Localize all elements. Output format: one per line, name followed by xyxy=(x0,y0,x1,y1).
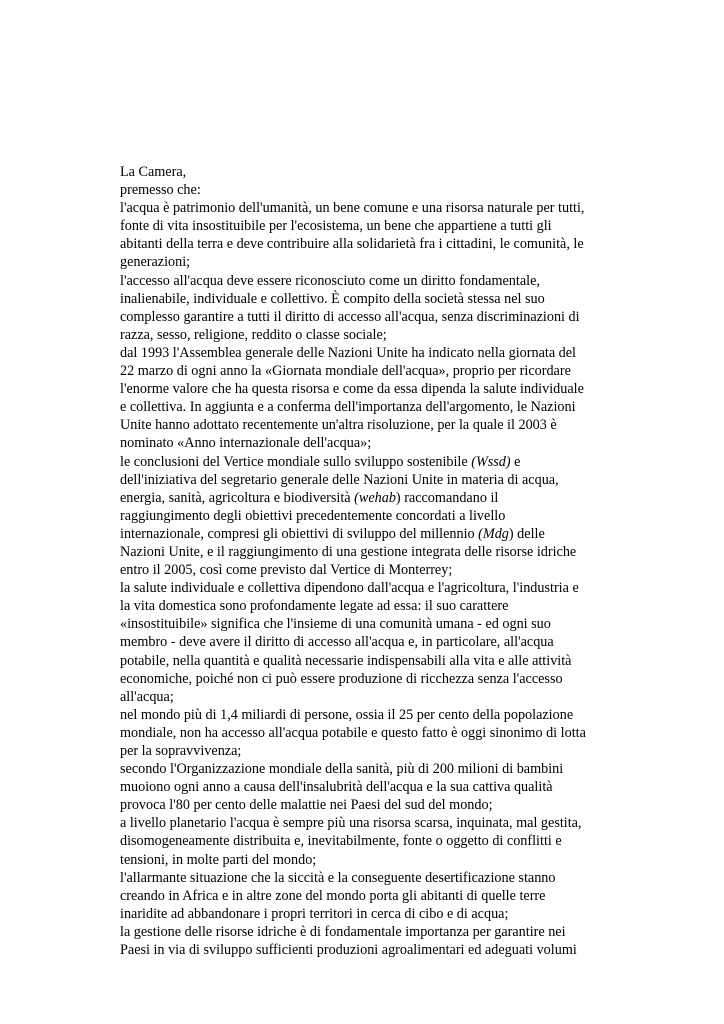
text-line: inalienabile, individuale e collettivo. È compito della società stessa nel suo xyxy=(120,290,545,307)
paragraph xyxy=(120,453,610,580)
text-line: razza, sesso, religione, reddito o classe sociale; xyxy=(120,326,387,343)
text-run: e xyxy=(510,453,521,470)
text-run: ) delle xyxy=(508,525,545,542)
text-line: l'accesso all'acqua deve essere riconosciuto come un diritto fondamentale, xyxy=(120,272,540,289)
text-line: la salute individuale e collettiva dipendono dall'acqua e l'agricoltura, l'industria e xyxy=(120,580,579,597)
paragraph xyxy=(120,199,610,271)
text-line: potabile, nella quantità e qualità necessarie indispensabili alla vita e alle attività xyxy=(120,652,572,669)
text-run: energia, sanità, agricoltura e biodiversità xyxy=(120,489,355,506)
paragraph xyxy=(120,706,610,760)
text-line: Nazioni Unite, e il raggiungimento di una gestione integrata delle risorse idriche xyxy=(120,543,577,560)
text-line: l'enorme valore che ha questa risorsa e come da essa dipenda la salute individuale xyxy=(120,381,584,398)
text-line: 22 marzo di ogni anno la «Giornata mondiale dell'acqua», proprio per ricordare xyxy=(120,363,571,380)
text-line: Unite hanno adottato recentemente un'altra risoluzione, per la quale il 2003 è xyxy=(120,417,557,434)
document-intro: premesso che: xyxy=(120,182,201,199)
text-line: abitanti della terra e deve contribuire alla solidarietà fra i cittadini, le comunità, le xyxy=(120,236,584,253)
text-line xyxy=(120,489,610,507)
text-line: economiche, poiché non ci può essere produzione di ricchezza senza l'accesso xyxy=(120,670,563,687)
text-line: a livello planetario l'acqua è sempre più una risorsa scarsa, inquinata, mal gestita, xyxy=(120,815,582,832)
text-line: raggiungimento degli obiettivi precedentemente concordati a livello xyxy=(120,507,506,524)
text-line: entro il 2005, così come previsto dal Vertice di Monterrey; xyxy=(120,562,453,579)
paragraph xyxy=(120,869,610,923)
paragraph xyxy=(120,760,610,814)
paragraph xyxy=(120,344,610,453)
text-line: nominato «Anno internazionale dell'acqua»; xyxy=(120,435,372,452)
text-line: Paesi in via di sviluppo sufficienti produzioni agroalimentari ed adeguati volumi xyxy=(120,942,577,959)
text-line: complesso garantire a tutti il diritto di accesso all'acqua, senza discriminazioni di xyxy=(120,308,580,325)
text-line: muoiono ogni anno a causa dell'insalubrità dell'acqua e la sua cattiva qualità xyxy=(120,779,553,796)
text-line: membro - deve avere il diritto di accesso all'acqua e, in particolare, all'acqua xyxy=(120,634,554,651)
text-line: disomogeneamente distribuita e, inevitabilmente, fonte o oggetto di conflitti e xyxy=(120,833,562,850)
text-line: la vita domestica sono profondamente legate ad essa: il suo carattere xyxy=(120,598,509,615)
text-line: inaridite ad abbandonare i propri territori in cerca di cibo e di acqua; xyxy=(120,905,509,922)
text-run: le conclusioni del Vertice mondiale sullo sviluppo sostenibile xyxy=(120,453,472,470)
acronym-italic: (Mdg xyxy=(478,525,509,542)
text-run: ) raccomandano il xyxy=(395,489,499,506)
text-line: mondiale, non ha accesso all'acqua potabile e questo fatto è oggi sinonimo di lotta xyxy=(120,724,586,741)
paragraph xyxy=(120,579,610,706)
text-line xyxy=(120,525,610,543)
document-body xyxy=(120,163,610,959)
text-line: generazioni; xyxy=(120,254,191,271)
text-line: dal 1993 l'Assemblea generale delle Nazioni Unite ha indicato nella giornata del xyxy=(120,344,576,361)
text-run: internazionale, compresi gli obiettivi di sviluppo del millennio xyxy=(120,525,479,542)
text-line: la gestione delle risorse idriche è di fondamentale importanza per garantire nei xyxy=(120,923,566,940)
paragraph xyxy=(120,923,610,959)
text-line: secondo l'Organizzazione mondiale della sanità, più di 200 milioni di bambini xyxy=(120,761,564,778)
acronym-italic: (Wssd) xyxy=(471,453,511,470)
document-heading: La Camera, xyxy=(120,164,187,180)
text-line: «insostituibile» significa che l'insieme di una comunità umana - ed ogni suo xyxy=(120,616,551,633)
paragraph xyxy=(120,272,610,344)
text-line: fonte di vita insostituibile per l'ecosistema, un bene che appartiene a tutti gli xyxy=(120,218,552,235)
text-line: per la sopravvivenza; xyxy=(120,743,242,759)
text-line: provoca l'80 per cento delle malattie nei Paesi del sud del mondo; xyxy=(120,797,493,814)
text-line: l'acqua è patrimonio dell'umanità, un bene comune e una risorsa naturale per tutti, xyxy=(120,200,585,217)
text-line: l'allarmante situazione che la siccità e la conseguente desertificazione stanno xyxy=(120,869,556,886)
text-line: all'acqua; xyxy=(120,688,174,705)
text-line xyxy=(120,453,610,471)
paragraph xyxy=(120,814,610,868)
text-line: e collettiva. In aggiunta e a conferma dell'importanza dell'argomento, le Nazioni xyxy=(120,399,576,416)
text-line: dell'iniziativa del segretario generale delle Nazioni Unite in materia di acqua, xyxy=(120,471,559,488)
text-line: nel mondo più di 1,4 miliardi di persone, ossia il 25 per cento della popolazione xyxy=(120,706,574,723)
text-line: tensioni, in molte parti del mondo; xyxy=(120,851,317,868)
acronym-italic: (wehab xyxy=(354,489,396,506)
text-line: creando in Africa e in altre zone del mondo porta gli abitanti di quelle terre xyxy=(120,887,546,904)
